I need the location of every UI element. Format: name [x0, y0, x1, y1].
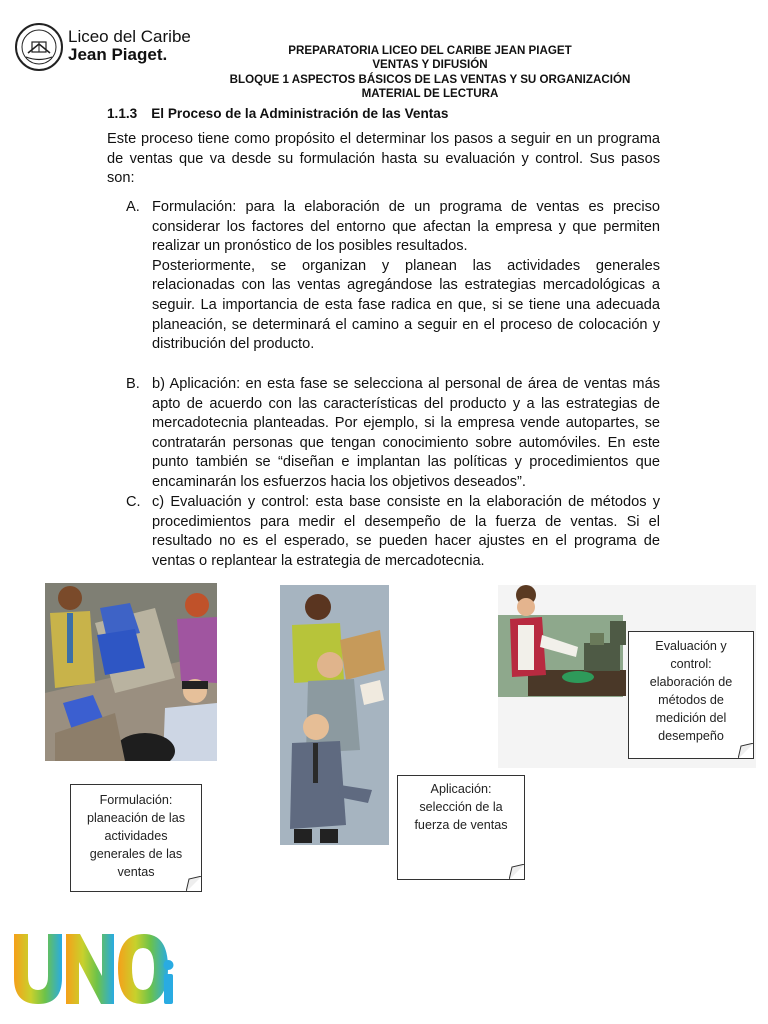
school-logo-line2: Jean Piaget. — [68, 45, 168, 64]
sales-team-clipart-image — [280, 585, 389, 845]
note-line: ventas — [117, 865, 155, 879]
section-title — [107, 106, 448, 121]
list-item-formulacion — [126, 198, 660, 355]
list-paragraph: Formulación: para la elaboración de un programa de ventas es preciso considerar los factores del entorno que afectan la empresa y que permiten realizar un pronóstico de los posibles resultados. — [152, 199, 660, 255]
note-line: medición del — [655, 711, 727, 725]
note-line: Aplicación: — [430, 782, 492, 796]
header-line: VENTAS Y DIFUSIÓN — [372, 58, 488, 72]
note-line: actividades — [104, 829, 168, 843]
note-line: planeación de las — [86, 811, 186, 825]
school-logo — [68, 28, 191, 63]
list-item-aplicacion — [126, 375, 660, 493]
note-card-formulacion — [70, 784, 202, 892]
note-line: Formulación: — [99, 793, 173, 807]
list-paragraph: c) Evaluación y control: esta base consiste en la elaboración de métodos y procedimientos para medir el desempeño de la fuerza de ventas. Si el resultado no es el esperado, se pueden hacer ajustes en el programa de ventas o replantear la estrategia de mercadotecnia. — [152, 494, 660, 569]
note-card-evaluacion — [628, 631, 754, 759]
page-fold-icon — [186, 876, 202, 892]
note-line: selección de la — [419, 800, 503, 814]
note-line: desempeño — [658, 729, 724, 743]
section-number: 1.1.3 — [107, 106, 138, 121]
list-marker: B. — [126, 376, 140, 392]
header-line: PREPARATORIA LICEO DEL CARIBE JEAN PIAGET — [288, 44, 572, 57]
note-card-aplicacion — [397, 775, 525, 880]
uno-logo — [6, 928, 176, 1008]
note-line: fuerza de ventas — [414, 818, 508, 832]
list-marker: A. — [126, 199, 140, 215]
note-line: elaboración de — [649, 675, 733, 689]
list-marker: C. — [126, 494, 141, 510]
section-heading: El Proceso de la Administración de las Ventas — [151, 106, 449, 121]
note-line: control: — [670, 657, 712, 671]
header-line: BLOQUE 1 ASPECTOS BÁSICOS DE LAS VENTAS Y SU ORGANIZACIÓN — [229, 72, 631, 86]
note-line: generales de las — [89, 847, 183, 861]
list-item-evaluacion — [126, 493, 660, 571]
note-line: Evaluación y — [655, 639, 727, 653]
list-paragraph: b) Aplicación: en esta fase se selecciona al personal de área de ventas más apto de acuerdo con las características del producto y a las estrategias de mercadotecnia planteadas. Por ejemplo, si la empresa vende autopartes, se contratarán personas que tengan conocimiento sobre automóviles. En este punto también se “diseñan e implantan las políticas y procedimientos que encaminarán los esfuerzos hacia los objetivos deseados”. — [152, 376, 660, 490]
document-header — [180, 44, 680, 102]
school-seal-icon — [14, 22, 64, 72]
header-line: MATERIAL DE LECTURA — [361, 87, 499, 101]
intro-paragraph: Este proceso tiene como propósito el determinar los pasos a seguir en un programa de ventas que va desde su formulación hasta su evaluación y control. Sus pasos son: — [107, 131, 660, 187]
meeting-clipart-image — [45, 583, 217, 761]
page-fold-icon — [509, 864, 525, 880]
note-line: métodos de — [658, 693, 724, 707]
page-fold-icon — [738, 743, 754, 759]
school-logo-line1: Liceo del Caribe — [68, 27, 191, 46]
list-paragraph: Posteriormente, se organizan y planean las actividades generales relacionadas con las ventas agregándose las estrategias mercadológicas a seguir. La importancia de esta fase radica en que, si se tiene una adecuada planeación, se determinará el camino a seguir en el proceso de colocación y distribución del producto. — [152, 257, 660, 353]
